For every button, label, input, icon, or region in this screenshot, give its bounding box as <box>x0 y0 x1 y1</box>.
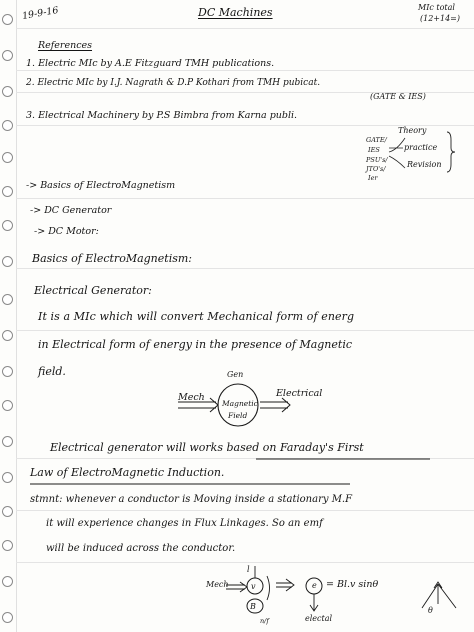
electrical-out-label: electal <box>305 614 333 623</box>
emf-diagram <box>200 558 470 632</box>
statement-line: will be induced across the conductor. <box>46 543 236 554</box>
date: 19-9-16 <box>21 4 60 23</box>
electrical-label: Electrical <box>276 388 323 399</box>
binder-ring <box>2 472 13 483</box>
ruled-line <box>16 330 474 331</box>
field-label: Field <box>228 411 248 420</box>
binder-ring <box>2 50 13 61</box>
binder-ring <box>2 256 13 267</box>
binder-ring <box>2 576 13 587</box>
binder-ring <box>2 506 13 517</box>
theta-label: θ <box>428 606 433 615</box>
gen-label: Gen <box>227 370 244 379</box>
binder-ring <box>2 220 13 231</box>
binder-ring <box>2 366 13 377</box>
binder-ring <box>2 186 13 197</box>
reference-item: 1. Electric MIc by A.E Fitzguard TMH publications. <box>26 58 275 69</box>
margin-note-revision: Revision <box>407 160 442 169</box>
reference-item: 2. Electric MIc by I.J. Nagrath & D.P Kothari from TMH pubicat. <box>26 78 321 88</box>
law-underline <box>30 458 460 488</box>
reference-item: 3. Electrical Machinery by P.S Bimbra from Karna publi. <box>26 110 298 121</box>
length-label: l <box>247 565 250 574</box>
margin-note-left: JTO's/ <box>366 165 386 173</box>
ruled-line <box>16 70 474 71</box>
ruled-line <box>16 198 474 199</box>
generator-diagram <box>160 380 340 430</box>
magnetic-label: Magnetic <box>222 399 258 408</box>
mech-label: Mech <box>178 392 205 403</box>
binder-ring <box>2 400 13 411</box>
body-line: It is a MIc which will convert Mechanical form of energ <box>38 310 355 323</box>
margin-note-practice: practice <box>404 143 438 152</box>
field-b-label: B <box>250 602 256 611</box>
velocity-label: v <box>251 582 256 591</box>
emf-formula: = Bl.v sinθ <box>326 579 379 590</box>
binder-ring <box>2 612 13 623</box>
topic-item: -> DC Generator <box>30 205 112 216</box>
binder-ring <box>2 330 13 341</box>
top-right-note-2: (12+14=) <box>420 14 461 23</box>
binder-ring <box>2 540 13 551</box>
margin-brace <box>385 130 455 180</box>
bottom-mech-label: Mech <box>206 580 229 589</box>
binder-ring <box>2 152 13 163</box>
law-line: Electrical generator will works based on Faraday's First <box>50 441 364 454</box>
margin-note-left: Ier <box>368 174 378 182</box>
references-heading: References <box>38 40 93 51</box>
statement-line: stmnt: whenever a conductor is Moving inside a stationary M.F <box>30 494 353 505</box>
ruled-line <box>16 28 474 29</box>
margin-note-left: IES <box>368 146 380 154</box>
topic-item: -> DC Motor: <box>34 226 99 237</box>
binder-ring <box>2 14 13 25</box>
top-right-note-1: MIc total <box>418 3 455 12</box>
binder-ring <box>2 436 13 447</box>
ruled-line <box>16 510 474 511</box>
page-title: DC Machines <box>198 6 273 19</box>
margin-note-theory: Theory <box>398 126 427 135</box>
sub-heading: Electrical Generator: <box>34 284 152 297</box>
margin-note-left: GATE/ <box>366 136 387 144</box>
topic-item: -> Basics of ElectroMagnetism <box>26 180 176 191</box>
body-line: in Electrical form of energy in the presence of Magnetic <box>38 338 353 351</box>
binder-ring <box>2 294 13 305</box>
statement-line: it will experience changes in Flux Linkages. So an emf <box>46 518 323 529</box>
margin-note-left: PSU's/ <box>366 156 388 164</box>
binder-ring <box>2 86 13 97</box>
body-line: field. <box>38 365 66 378</box>
nf-label: n/f <box>260 617 269 625</box>
ruled-line <box>16 268 474 269</box>
section-heading: Basics of ElectroMagnetism: <box>32 252 192 265</box>
binder-ring <box>2 120 13 131</box>
emf-e-label: e <box>312 581 317 590</box>
margin-line <box>16 0 17 632</box>
law-line: Law of ElectroMagnetic Induction. <box>30 466 225 479</box>
reference-note: (GATE & IES) <box>370 92 426 101</box>
